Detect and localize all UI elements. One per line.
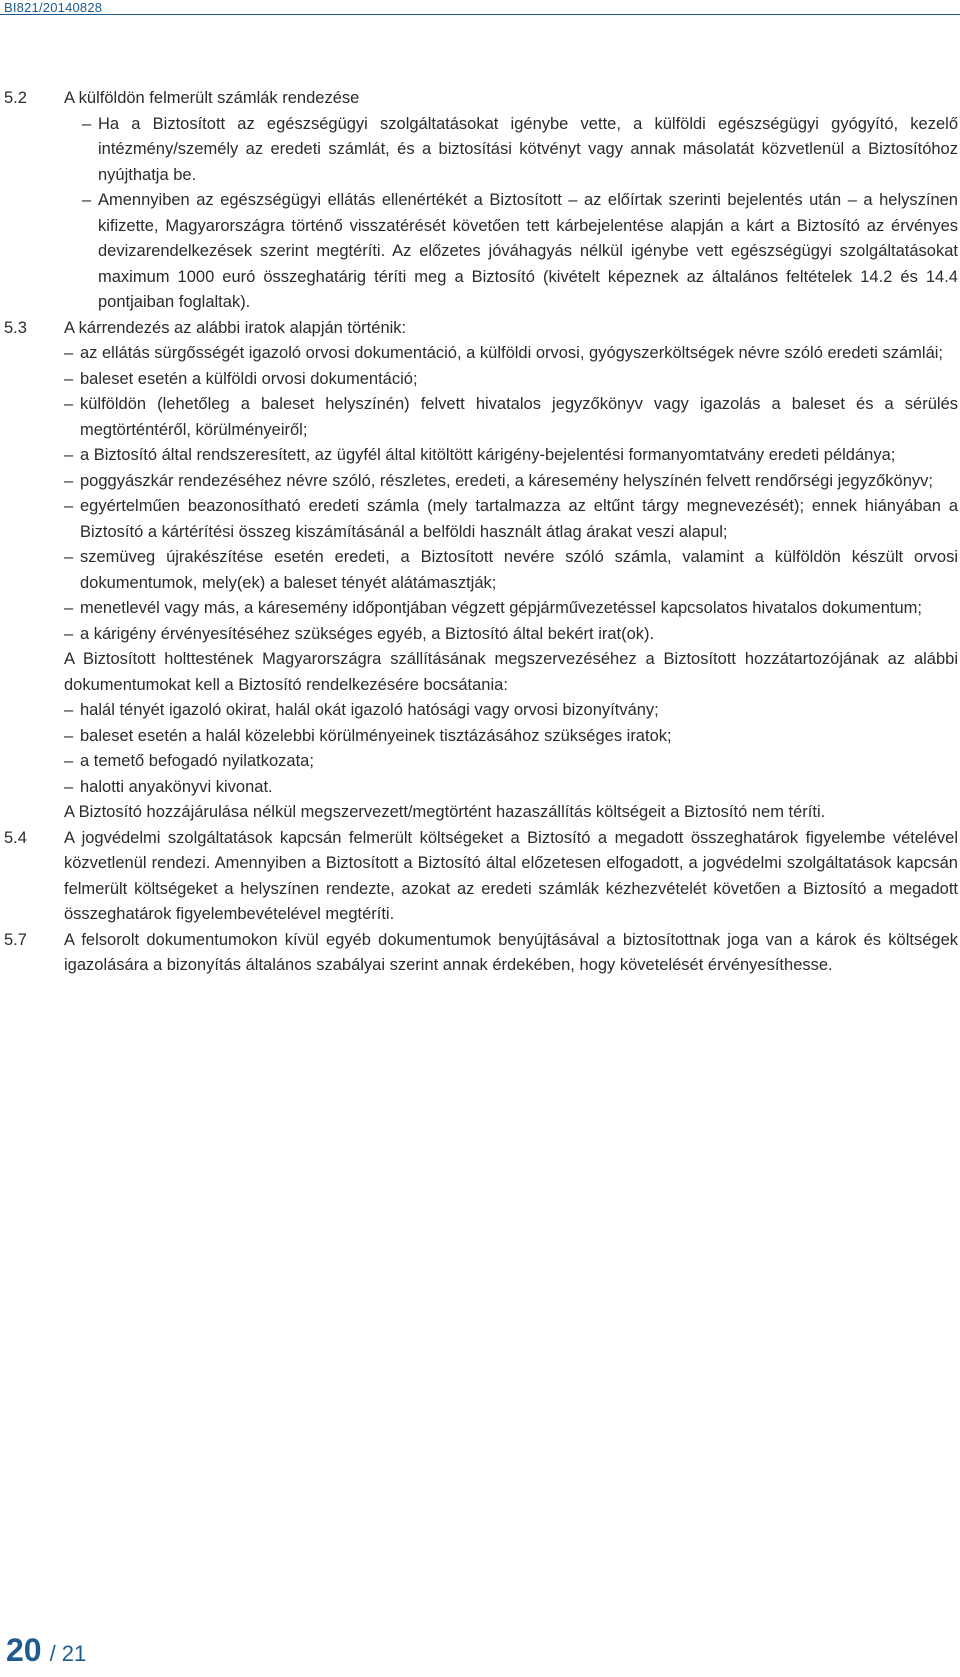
list-item: – Ha a Biztosított az egészségügyi szolgáltatásokat igénybe vette, a külföldi egészségügyi gyógyító, kezelő intézmény/személy az eredeti számlát, és a biztosítási kötvényt vagy annak másolatát közvetlenül a Biztosítóhoz nyújthatja be. <box>82 112 958 189</box>
list-item: – egyértelműen beazonosítható eredeti számla (mely tartalmazza az eltűnt tárgy megnevezését); ennek hiányában a Biztosító a kártérítési összeg kiszámításánál a belföldi használt átlag árakat veszi alapul; <box>64 494 958 545</box>
section-number: 5.3 <box>4 318 27 337</box>
list-item: – az ellátás sürgősségét igazoló orvosi dokumentáció, a külföldi orvosi, gyógyszerköltségek névre szóló eredeti számlái; <box>64 341 958 367</box>
list-item: – menetlevél vagy más, a káresemény időpontjában végzett gépjárművezetéssel kapcsolatos hivatalos dokumentum; <box>64 596 958 622</box>
section-text: A jogvédelmi szolgáltatások kapcsán felmerült költségeket a Biztosító a megadott összeghatárok figyelembe vételével közvetlenül rendezi. Amennyiben a Biztosított a Biztosító által előzetesen elfogadott, a jogvédelmi szolgáltatások kapcsán felmerült költségeket a helyszínen rendezte, azokat az eredeti számlák kézhezvételét követően a Biztosító a megadott összeghatárok figyelembevételével megtéríti. <box>64 828 958 923</box>
list-item: – szemüveg újrakészítése esetén eredeti, a Biztosított nevére szóló számla, valamint a külföldön készült orvosi dokumentumok, mely(ek) a baleset tényét alátámasztják; <box>64 545 958 596</box>
section-5-7 <box>0 928 958 979</box>
list-item: – a temető befogadó nyilatkozata; <box>64 749 958 775</box>
total-pages: 21 <box>61 1641 87 1666</box>
paragraph: A Biztosító hozzájárulása nélkül megszervezett/megtörtént hazaszállítás költségeit a Biztosító nem téríti. <box>64 803 826 821</box>
list-item: – a Biztosító által rendszeresített, az ügyfél által kitöltött kárigény-bejelentési formanyomtatvány eredeti példánya; <box>64 443 958 469</box>
section-number: 5.2 <box>4 89 27 107</box>
page-separator: / <box>49 1641 56 1666</box>
list-item: – baleset esetén a halál közelebbi körülményeinek tisztázásához szükséges iratok; <box>64 724 958 750</box>
header-rule <box>0 14 960 15</box>
doc-code: BI821/20140828 <box>4 0 103 15</box>
section-5-4 <box>0 826 958 928</box>
list-item: – halotti anyakönyvi kivonat. <box>64 775 958 801</box>
section-5-2 <box>0 86 958 316</box>
section-number: 5.7 <box>4 930 27 949</box>
section-number: 5.4 <box>4 828 27 847</box>
paragraph: A Biztosított holttestének Magyarországra szállításának megszervezéséhez a Biztosított hozzátartozójának az alábbi dokumentumokat kell a Biztosító rendelkezésére bocsátania: <box>64 650 958 694</box>
section-5-3 <box>0 316 958 826</box>
section-text: A felsorolt dokumentumokon kívül egyéb dokumentumok benyújtásával a biztosítottnak joga van a károk és költségek igazolására a bizonyítás általános szabályai szerint annak érdekében, hogy követelését érvényesíthesse. <box>64 930 958 974</box>
section-title: A külföldön felmerült számlák rendezése <box>64 89 360 107</box>
list-item: – a kárigény érvényesítéséhez szükséges egyéb, a Biztosító által bekért irat(ok). <box>64 622 958 648</box>
list-item: – baleset esetén a külföldi orvosi dokumentáció; <box>64 367 958 393</box>
current-page: 20 <box>6 1632 42 1668</box>
list-item: – külföldön (lehetőleg a baleset helyszínén) felvett hivatalos jegyzőkönyv vagy igazolás a baleset és a sérülés megtörténtéről, körülményeiről; <box>64 392 958 443</box>
page-number <box>6 1632 86 1669</box>
document-body <box>0 86 958 979</box>
list-item: – poggyászkár rendezéséhez névre szóló, részletes, eredeti, a káresemény helyszínén felvett rendőrségi jegyzőkönyv; <box>64 469 958 495</box>
section-title: A kárrendezés az alábbi iratok alapján történik: <box>64 318 407 337</box>
list-item: – halál tényét igazoló okirat, halál okát igazoló hatósági vagy orvosi bizonyítvány; <box>64 698 958 724</box>
list-item: – Amennyiben az egészségügyi ellátás ellenértékét a Biztosított – az előírtak szerinti bejelentés után – a helyszínen kifizette, Magyarországra történő visszatérését követően tett kárbejelentése alapján a kárt a Biztosító az érvényes devizarendelkezések szerint megtéríti. Az előzetes jóváhagyás nélkül igénybe vett egészségügyi szolgáltatásokat maximum 1000 euró összeghatárig téríti meg a Biztosító (kivételt képeznek az általános feltételek 14.2 és 14.4 pontjaiban foglaltak). <box>82 188 958 316</box>
